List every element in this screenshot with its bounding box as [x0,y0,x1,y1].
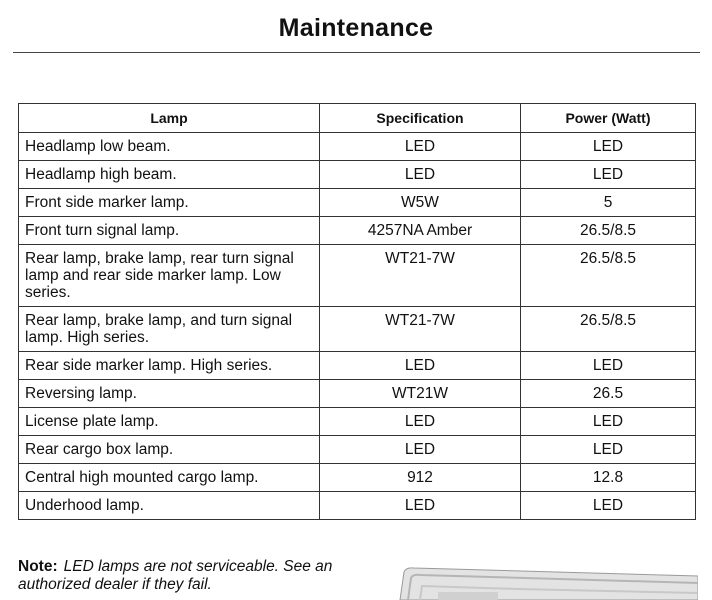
table-row [19,436,696,464]
cell-lamp: Front side marker lamp. [19,189,320,217]
cell-specification: LED [320,436,521,464]
cell-lamp: Rear side marker lamp. High series. [19,352,320,380]
page-title: Maintenance [278,14,434,42]
table-row [19,133,696,161]
cell-lamp: Rear lamp, brake lamp, rear turn signal lamp and rear side marker lamp. Low series. [19,245,320,307]
cell-power: 26.5/8.5 [521,307,696,352]
note-label: Note: [18,558,58,575]
cell-specification: WT21W [320,380,521,408]
cell-power: LED [521,133,696,161]
cell-specification: LED [320,352,521,380]
cell-specification: W5W [320,189,521,217]
header-specification: Specification [320,104,521,133]
bulb-specification-table [18,103,696,520]
cell-specification: WT21-7W [320,307,521,352]
table-row [19,161,696,189]
table-row [19,380,696,408]
note-text: LED lamps are not serviceable. See an authorized dealer if they fail. [18,558,333,593]
title-divider [13,52,700,53]
table-row [19,492,696,520]
cell-power: LED [521,352,696,380]
cell-lamp: Rear lamp, brake lamp, and turn signal lamp. High series. [19,307,320,352]
cell-power: 5 [521,189,696,217]
cell-specification: LED [320,161,521,189]
cell-specification: LED [320,133,521,161]
cell-lamp: Headlamp low beam. [19,133,320,161]
header-power: Power (Watt) [521,104,696,133]
table-row [19,189,696,217]
cell-specification: LED [320,408,521,436]
cell-lamp: Central high mounted cargo lamp. [19,464,320,492]
cell-lamp: License plate lamp. [19,408,320,436]
table-row [19,245,696,307]
cell-power: 26.5/8.5 [521,217,696,245]
cell-power: LED [521,161,696,189]
cell-specification: 912 [320,464,521,492]
header-lamp: Lamp [19,104,320,133]
table-row [19,307,696,352]
table-row [19,464,696,492]
table-row [19,408,696,436]
cell-power: LED [521,408,696,436]
cell-specification: WT21-7W [320,245,521,307]
table-row [19,217,696,245]
cell-lamp: Headlamp high beam. [19,161,320,189]
cell-lamp: Underhood lamp. [19,492,320,520]
cell-specification: 4257NA Amber [320,217,521,245]
table-header-row [19,104,696,133]
note-paragraph [18,558,363,594]
cell-lamp: Rear cargo box lamp. [19,436,320,464]
cargo-lamp-illustration [398,566,698,600]
cell-power: LED [521,436,696,464]
cell-power: 12.8 [521,464,696,492]
cell-lamp: Reversing lamp. [19,380,320,408]
cell-lamp: Front turn signal lamp. [19,217,320,245]
cell-specification: LED [320,492,521,520]
table-row [19,352,696,380]
cell-power: LED [521,492,696,520]
cell-power: 26.5 [521,380,696,408]
cell-power: 26.5/8.5 [521,245,696,307]
